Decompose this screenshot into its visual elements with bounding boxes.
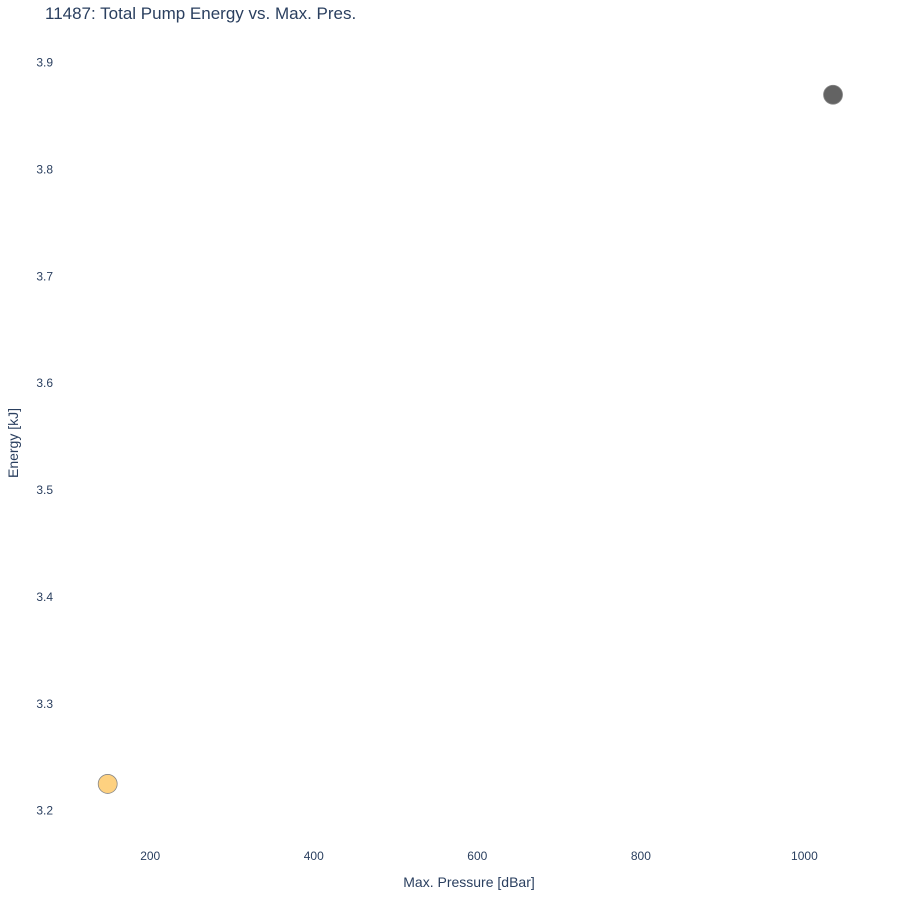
x-tick-label: 800 xyxy=(630,849,651,863)
y-tick-label: 3.9 xyxy=(36,55,53,70)
y-tick-label: 3.8 xyxy=(36,162,53,177)
y-tick-label: 3.7 xyxy=(36,269,53,284)
x-axis-title: Max. Pressure [dBar] xyxy=(403,874,535,890)
x-tick-label: 400 xyxy=(303,849,324,863)
y-tick-label: 3.2 xyxy=(36,803,53,818)
data-point[interactable] xyxy=(824,85,843,104)
x-tick-label: 1000 xyxy=(791,849,818,863)
y-axis-title: Energy [kJ] xyxy=(5,407,21,479)
y-tick-label: 3.3 xyxy=(36,696,53,711)
y-tick-label: 3.6 xyxy=(36,376,53,391)
y-tick-label: 3.5 xyxy=(36,483,53,498)
data-points xyxy=(98,85,842,793)
y-axis-ticks xyxy=(36,56,53,818)
data-point[interactable] xyxy=(98,774,117,793)
x-tick-label: 600 xyxy=(467,849,488,863)
y-tick-label: 3.4 xyxy=(36,589,53,604)
x-tick-label: 200 xyxy=(140,849,161,863)
chart-title: 11487: Total Pump Energy vs. Max. Pres. xyxy=(45,4,357,23)
x-axis-ticks xyxy=(140,849,818,863)
